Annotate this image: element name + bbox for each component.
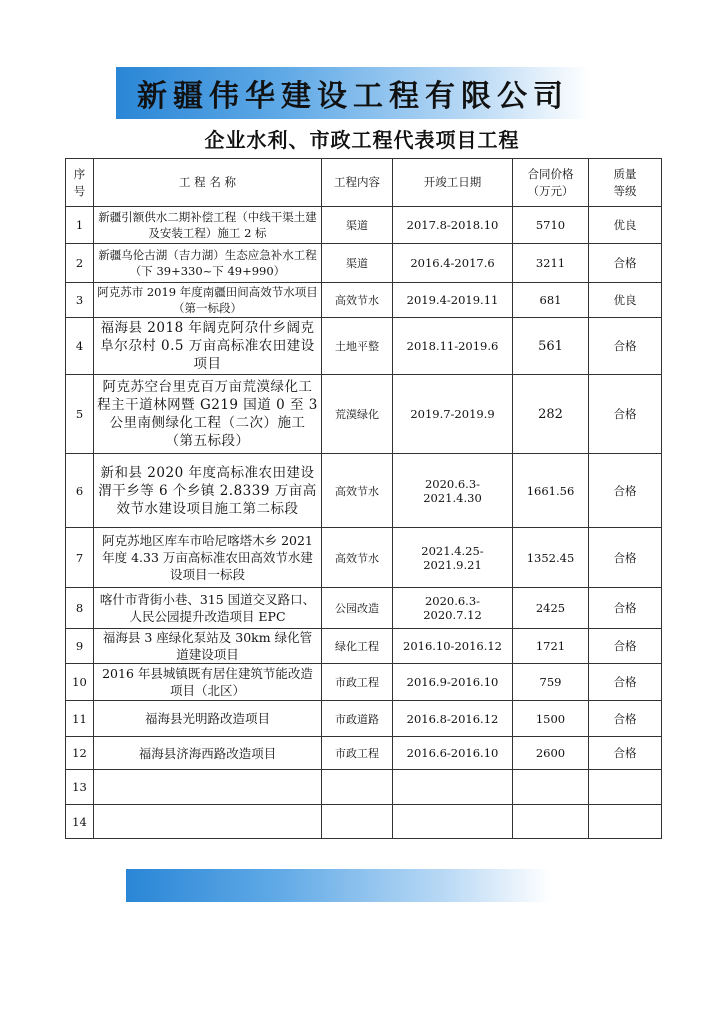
- table-row: [66, 664, 662, 701]
- row-content: 市政工程: [322, 737, 393, 770]
- row-seq: 9: [66, 629, 94, 664]
- row-dates: 2020.6.3-2020.7.12: [393, 588, 513, 629]
- row-price: [513, 805, 589, 839]
- row-seq: 8: [66, 588, 94, 629]
- row-price: 1721: [513, 629, 589, 664]
- row-price: 3211: [513, 244, 589, 283]
- row-seq: 13: [66, 770, 94, 805]
- row-seq: 2: [66, 244, 94, 283]
- page-subtitle: 企业水利、市政工程代表项目工程: [204, 128, 520, 152]
- header-seq: 序号: [66, 159, 94, 207]
- row-content: 荒漠绿化: [322, 375, 393, 454]
- header-dates: 开竣工日期: [393, 159, 513, 207]
- row-seq: 1: [66, 207, 94, 244]
- row-content: 市政工程: [322, 664, 393, 701]
- row-price: 1352.45: [513, 528, 589, 588]
- row-content: 高效节水: [322, 283, 393, 318]
- row-seq: 6: [66, 454, 94, 528]
- table-row: [66, 805, 662, 839]
- table-row: [66, 207, 662, 244]
- row-name: 福海县 3 座绿化泵站及 30km 绿化管道建设项目: [94, 629, 322, 664]
- row-dates: 2016.4-2017.6: [393, 244, 513, 283]
- row-content: 公园改造: [322, 588, 393, 629]
- header-quality: 质量等级: [589, 159, 662, 207]
- row-content: 高效节水: [322, 454, 393, 528]
- row-dates: 2016.9-2016.10: [393, 664, 513, 701]
- row-name: 2016 年县城镇既有居住建筑节能改造项目（北区）: [94, 664, 322, 701]
- row-name: 阿克苏市 2019 年度南疆田间高效节水项目（第一标段）: [94, 283, 322, 318]
- row-seq: 11: [66, 701, 94, 737]
- projects-table: [65, 158, 662, 839]
- table-row: [66, 588, 662, 629]
- row-quality: 合格: [589, 664, 662, 701]
- row-dates: 2018.11-2019.6: [393, 318, 513, 375]
- row-dates: [393, 770, 513, 805]
- row-quality: 合格: [589, 454, 662, 528]
- row-quality: [589, 770, 662, 805]
- row-name: 阿克苏地区库车市哈尼喀塔木乡 2021 年度 4.33 万亩高标准农田高效节水建设项目一标段: [94, 528, 322, 588]
- row-content: 高效节水: [322, 528, 393, 588]
- row-content: [322, 805, 393, 839]
- row-seq: 5: [66, 375, 94, 454]
- row-content: 渠道: [322, 207, 393, 244]
- row-seq: 12: [66, 737, 94, 770]
- row-quality: 合格: [589, 318, 662, 375]
- row-name: [94, 805, 322, 839]
- row-content: 渠道: [322, 244, 393, 283]
- row-name: [94, 770, 322, 805]
- table-row: [66, 454, 662, 528]
- row-name: 福海县 2018 年阔克阿尕什乡阔克阜尔尕村 0.5 万亩高标准农田建设项目: [94, 318, 322, 375]
- row-price: 2600: [513, 737, 589, 770]
- row-seq: 3: [66, 283, 94, 318]
- row-price: 561: [513, 318, 589, 375]
- row-name: 新疆引额供水二期补偿工程（中线干渠土建及安装工程）施工 2 标: [94, 207, 322, 244]
- row-price: 1661.56: [513, 454, 589, 528]
- row-name: 福海县光明路改造项目: [94, 701, 322, 737]
- row-quality: 合格: [589, 629, 662, 664]
- footer-banner: [126, 869, 551, 902]
- row-content: 绿化工程: [322, 629, 393, 664]
- row-dates: 2016.6-2016.10: [393, 737, 513, 770]
- row-quality: 合格: [589, 737, 662, 770]
- row-price: 282: [513, 375, 589, 454]
- row-quality: 优良: [589, 283, 662, 318]
- row-dates: [393, 805, 513, 839]
- row-price: 759: [513, 664, 589, 701]
- row-dates: 2021.4.25-2021.9.21: [393, 528, 513, 588]
- row-quality: 优良: [589, 207, 662, 244]
- row-quality: [589, 805, 662, 839]
- row-name: 新疆乌伦古湖（吉力湖）生态应急补水工程（下 39+330~下 49+990）: [94, 244, 322, 283]
- row-quality: 合格: [589, 244, 662, 283]
- row-name: 新和县 2020 年度高标准农田建设渭干乡等 6 个乡镇 2.8339 万亩高效节水建设项目施工第二标段: [94, 454, 322, 528]
- row-dates: 2020.6.3-2021.4.30: [393, 454, 513, 528]
- header-name: 工 程 名 称: [94, 159, 322, 207]
- header-price: 合同价格（万元）: [513, 159, 589, 207]
- row-seq: 4: [66, 318, 94, 375]
- row-content: 土地平整: [322, 318, 393, 375]
- row-price: 5710: [513, 207, 589, 244]
- header-content: 工程内容: [322, 159, 393, 207]
- row-name: 福海县济海西路改造项目: [94, 737, 322, 770]
- row-dates: 2016.10-2016.12: [393, 629, 513, 664]
- table-row: [66, 528, 662, 588]
- row-name: 阿克苏空台里克百万亩荒漠绿化工程主干道林网暨 G219 国道 0 至 3 公里南侧绿化工程（二次）施工（第五标段）: [94, 375, 322, 454]
- row-quality: 合格: [589, 528, 662, 588]
- table-row: [66, 244, 662, 283]
- row-name: 喀什市背街小巷、315 国道交叉路口、人民公园提升改造项目 EPC: [94, 588, 322, 629]
- row-quality: 合格: [589, 375, 662, 454]
- row-seq: 7: [66, 528, 94, 588]
- row-quality: 合格: [589, 701, 662, 737]
- table-row: [66, 737, 662, 770]
- table-header-row: [66, 159, 662, 207]
- row-seq: 14: [66, 805, 94, 839]
- table-row: [66, 629, 662, 664]
- row-price: 681: [513, 283, 589, 318]
- table-row: [66, 375, 662, 454]
- row-dates: 2016.8-2016.12: [393, 701, 513, 737]
- row-dates: 2017.8-2018.10: [393, 207, 513, 244]
- row-price: 2425: [513, 588, 589, 629]
- row-dates: 2019.4-2019.11: [393, 283, 513, 318]
- row-dates: 2019.7-2019.9: [393, 375, 513, 454]
- row-quality: 合格: [589, 588, 662, 629]
- table-row: [66, 701, 662, 737]
- row-seq: 10: [66, 664, 94, 701]
- table-row: [66, 283, 662, 318]
- row-price: [513, 770, 589, 805]
- table-row: [66, 318, 662, 375]
- row-content: 市政道路: [322, 701, 393, 737]
- row-content: [322, 770, 393, 805]
- table-row: [66, 770, 662, 805]
- company-title: 新疆伟华建设工程有限公司: [137, 79, 569, 114]
- row-price: 1500: [513, 701, 589, 737]
